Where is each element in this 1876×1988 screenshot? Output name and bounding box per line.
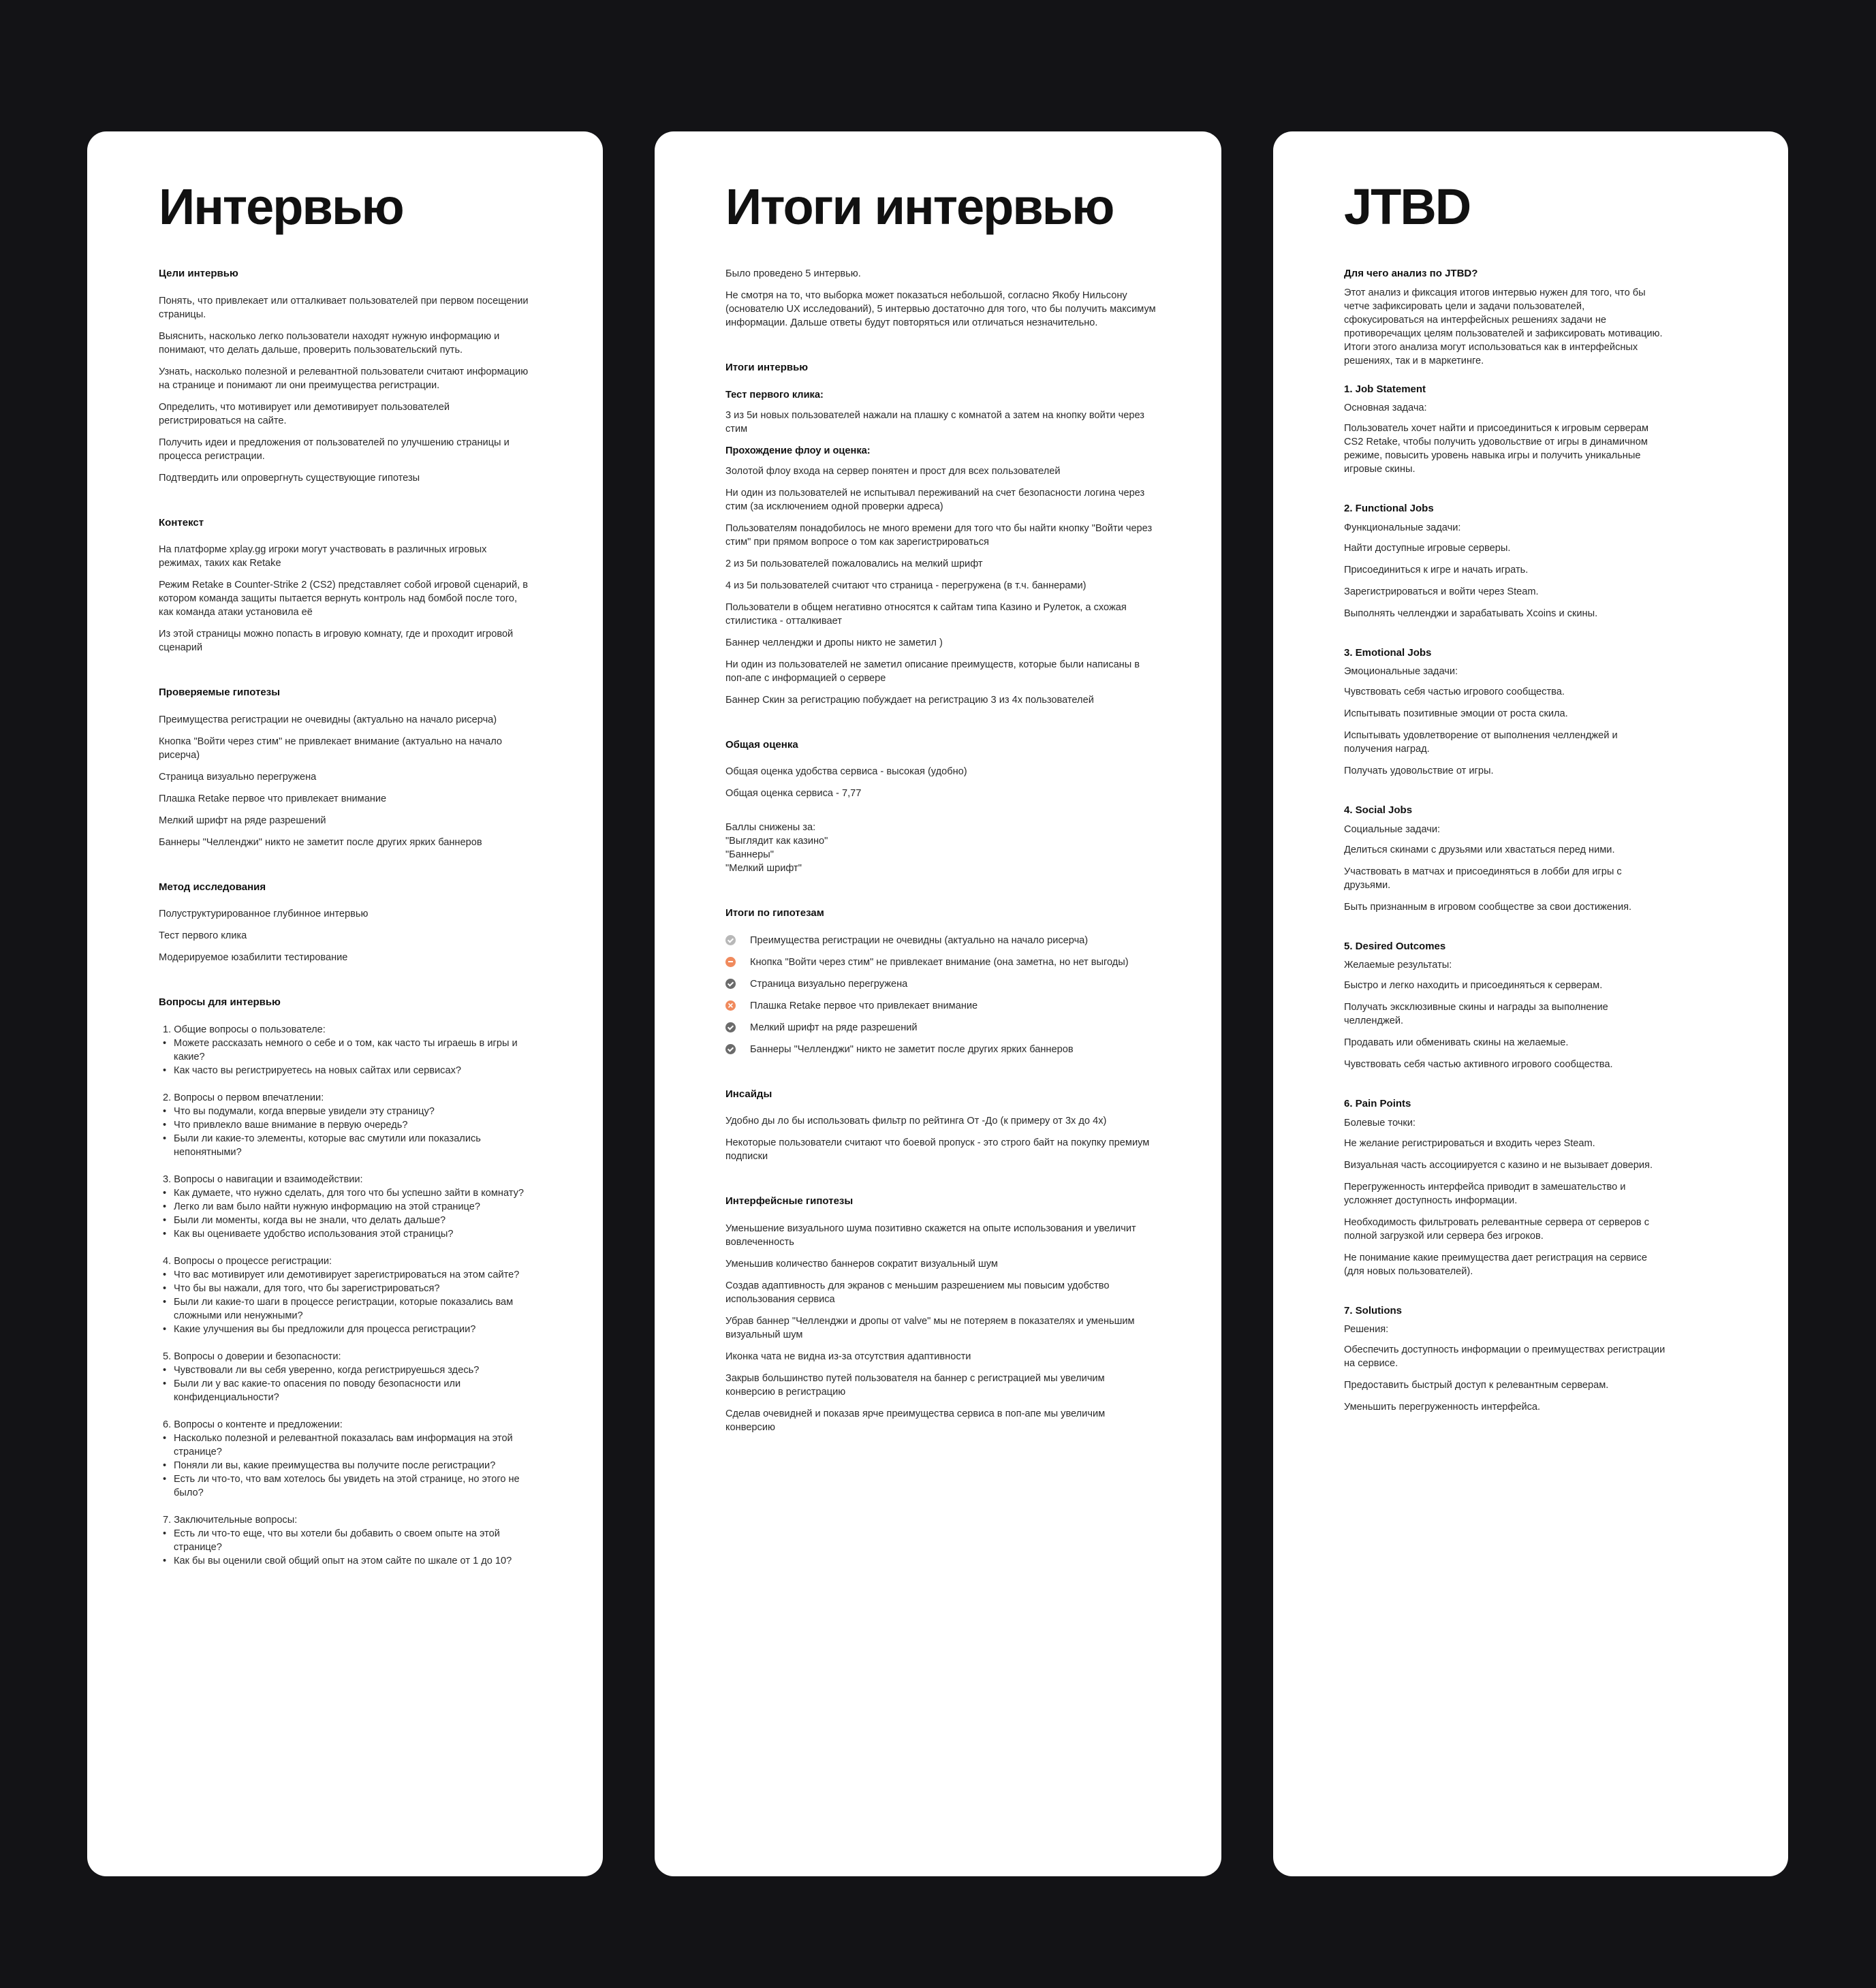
jtbd-item: Присоединиться к игре и начать играть. bbox=[1344, 564, 1529, 575]
hypothesis-result-text: Страница визуально перегружена bbox=[750, 978, 908, 990]
summary-item: Золотой флоу входа на сервер понятен и прост для всех пользователей bbox=[725, 465, 1061, 477]
question-item: • Насколько полезной и релевантной показалась вам информация на этой странице? bbox=[174, 1432, 532, 1459]
jtbd-item: Уменьшить перегруженность интерфейса. bbox=[1344, 1402, 1541, 1413]
intro-text: Не смотря на то, что выборка может показаться небольшой, согласно Якобу Нильсону (основателю UX исследований), 5 интервью достаточно для того, что бы получить максимум информации. Дальше ответы будут повторяться или отличаться незначительно. bbox=[725, 290, 1156, 329]
question-item: • Были ли моменты, когда вы не знали, что делать дальше? bbox=[174, 1214, 532, 1227]
hypothesis-result-row bbox=[725, 1021, 1156, 1035]
section-heading: 4. Social Jobs bbox=[1344, 804, 1413, 817]
insights-section bbox=[725, 1088, 1156, 1164]
jtbd-item: Получать удовольствие от игры. bbox=[1344, 766, 1494, 777]
jtbd-label: Желаемые результаты: bbox=[1344, 960, 1452, 971]
jtbd-card bbox=[1273, 131, 1788, 1876]
goal-item: Подтвердить или опровергнуть существующие гипотезы bbox=[159, 472, 420, 484]
question-item: • Легко ли вам было найти нужную информацию на этой странице? bbox=[174, 1200, 532, 1214]
ui-hypothesis-item: Уменьшение визуального шума позитивно скажется на опыте использования и увеличит вовлеченность bbox=[725, 1222, 1136, 1248]
question-item: • Можете рассказать немного о себе и о том, как часто ты играешь в игры и какие? bbox=[174, 1037, 532, 1064]
section-heading: Интерфейсные гипотезы bbox=[725, 1195, 854, 1208]
hypothesis-result-text: Мелкий шрифт на ряде разрешений bbox=[750, 1022, 918, 1033]
goal-item: Получить идеи и предложения от пользователей по улучшению страницы и процесса регистрации. bbox=[159, 437, 510, 462]
hypothesis-item: Кнопка "Войти через стим" не привлекает внимание (актуально на начало рисерча) bbox=[159, 736, 503, 761]
jtbd-item: Чувствовать себя частью игрового сообщества. bbox=[1344, 687, 1565, 698]
jtbd-item: Быть признанным в игровом сообществе за свои достижения. bbox=[1344, 901, 1632, 913]
hypothesis-result-text: Кнопка "Войти через стим" не привлекает внимание (она заметна, но нет выгоды) bbox=[750, 956, 1129, 968]
summary-item: Баннер Скин за регистрацию побуждает на регистрацию 3 из 4х пользователей bbox=[725, 694, 1094, 706]
goal-item: Выяснить, насколько легко пользователи находят нужную информацию и понимают, что делать дальше, проверить пользовательский путь. bbox=[159, 330, 500, 356]
intro-section bbox=[725, 267, 1156, 330]
summary-item: Пользователям понадобилось не много времени для того что бы найти кнопку "Войти через стим" при прямом вопросе о том как зарегистрироваться bbox=[725, 522, 1153, 548]
section-heading: Метод исследования bbox=[159, 881, 266, 893]
hypothesis-item: Баннеры "Челленджи" никто не заметит после других ярких баннеров bbox=[159, 836, 482, 848]
jtbd-item: Выполнять челленджи и зарабатывать Xcoins и скины. bbox=[1344, 608, 1598, 619]
jtbd-item: Обеспечить доступность информации о преимуществах регистрации на сервисе. bbox=[1344, 1344, 1666, 1370]
question-group bbox=[159, 1091, 532, 1159]
page-title: Итоги интервью bbox=[725, 178, 1114, 235]
summary-item: 3 из 5и новых пользователей нажали на плашку с комнатой а затем на кнопку войти через стим bbox=[725, 409, 1144, 435]
hypothesis-item: Страница визуально перегружена bbox=[159, 771, 317, 783]
question-item: • Что вас мотивирует или демотивирует зарегистрироваться на этом сайте? bbox=[174, 1268, 532, 1282]
ui-hypothesis-item: Убрав баннер "Челленджи и дропы от valve" мы не потеряем в показателях и уменьшим визуальный шум bbox=[725, 1315, 1135, 1340]
hypothesis-result-text: Преимущества регистрации не очевидны (актуально на начало рисерча) bbox=[750, 934, 1089, 946]
summary-item: Пользователи в общем негативно относятся к сайтам типа Казино и Рулеток, а схожая стилистика - отталкивает bbox=[725, 601, 1127, 627]
section-heading: Контекст bbox=[159, 516, 204, 528]
method-item: Тест первого клика bbox=[159, 930, 247, 942]
jtbd-label: Социальные задачи: bbox=[1344, 823, 1441, 835]
question-item: • Как думаете, что нужно сделать, для того что бы успешно зайти в комнату? bbox=[174, 1186, 532, 1200]
jtbd-section bbox=[1344, 646, 1666, 778]
jtbd-section bbox=[1344, 502, 1666, 620]
goal-item: Понять, что привлекает или отталкивает пользователей при первом посещении страницы. bbox=[159, 295, 529, 320]
jtbd-item: Получать эксклюзивные скины и награды за выполнение челленджей. bbox=[1344, 1002, 1608, 1027]
hypothesis-result-row bbox=[725, 999, 1156, 1013]
summary-item: Баннер челленджи и дропы никто не заметил ) bbox=[725, 637, 943, 648]
section-heading: 3. Emotional Jobs bbox=[1344, 646, 1432, 659]
section-heading: Цели интервью bbox=[159, 268, 238, 280]
hypothesis-result-row bbox=[725, 934, 1156, 947]
ui-hypothesis-item: Создав адаптивность для экранов с меньшим разрешением мы повысим удобство использования сервиса bbox=[725, 1280, 1110, 1305]
check-circle-icon bbox=[725, 1022, 736, 1032]
question-item: • Поняли ли вы, какие преимущества вы получите после регистрации? bbox=[174, 1459, 532, 1472]
question-group-title: 2. Вопросы о первом впечатлении: bbox=[163, 1092, 324, 1103]
check-circle-icon bbox=[725, 1044, 736, 1054]
ui-hypothesis-item: Сделав очевидней и показав ярче преимущества сервиса в поп-апе мы увеличим конверсию bbox=[725, 1408, 1106, 1433]
summary-section bbox=[725, 361, 1156, 707]
hypothesis-result-row bbox=[725, 956, 1156, 969]
jtbd-item: Перегруженность интерфейса приводит в замешательство и усложняет доступность информации. bbox=[1344, 1181, 1626, 1206]
section-heading: 5. Desired Outcomes bbox=[1344, 940, 1446, 952]
jtbd-item: Необходимость фильтровать релевантные сервера от серверов с полной загрузкой или сервера без игроков. bbox=[1344, 1216, 1649, 1242]
section-heading: Для чего анализ по JTBD? bbox=[1344, 268, 1478, 280]
page-title: JTBD bbox=[1344, 178, 1471, 235]
jtbd-item: Визуальная часть ассоциируется с казино и не вызывает доверия. bbox=[1344, 1159, 1653, 1171]
question-item: • Что привлекло ваше внимание в первую очередь? bbox=[174, 1118, 532, 1132]
section-heading: Итоги по гипотезам bbox=[725, 907, 824, 919]
summary-item: Ни один из пользователей не заметил описание преимуществ, которые были написаны в поп-апе с информацией о сервере bbox=[725, 659, 1140, 684]
jtbd-section bbox=[1344, 1097, 1666, 1278]
jtbd-section bbox=[1344, 383, 1666, 477]
question-group-title: 5. Вопросы о доверии и безопасности: bbox=[163, 1351, 341, 1362]
jtbd-item: Продавать или обменивать скины на желаемые. bbox=[1344, 1037, 1569, 1049]
jtbd-item: Пользователь хочет найти и присоединиться к игровым серверам CS2 Retake, чтобы получить удовольствие от игры в динамичном режиме, повысить уровень навыка игры и получить уникальные игровые скины. bbox=[1344, 423, 1649, 475]
jtbd-label: Основная задача: bbox=[1344, 403, 1427, 414]
jtbd-item: Найти доступные игровые серверы. bbox=[1344, 542, 1511, 554]
section-heading: 7. Solutions bbox=[1344, 1304, 1403, 1316]
section-heading: Итоги интервью bbox=[725, 362, 809, 374]
question-group-title: 7. Заключительные вопросы: bbox=[163, 1514, 298, 1526]
question-group-title: 4. Вопросы о процессе регистрации: bbox=[163, 1255, 332, 1267]
hypothesis-result-text: Баннеры "Челленджи" никто не заметит после других ярких баннеров bbox=[750, 1043, 1074, 1055]
hypotheses-section bbox=[159, 686, 532, 849]
hypothesis-item: Мелкий шрифт на ряде разрешений bbox=[159, 815, 326, 826]
jtbd-label: Болевые точки: bbox=[1344, 1117, 1416, 1129]
context-item: На платформе xplay.gg игроки могут участвовать в различных игровых режимах, таких как Retake bbox=[159, 544, 487, 569]
hypothesis-result-text: Плашка Retake первое что привлекает внимание bbox=[750, 1000, 978, 1011]
question-group bbox=[159, 1173, 532, 1241]
section-heading: 2. Functional Jobs bbox=[1344, 503, 1434, 515]
jtbd-item: Испытывать позитивные эмоции от роста скила. bbox=[1344, 708, 1568, 720]
question-item: • Есть ли что-то еще, что вы хотели бы добавить о своем опыте на этой странице? bbox=[174, 1527, 532, 1554]
jtbd-item: Участвовать в матчах и присоединяться в лобби для игры с друзьями. bbox=[1344, 866, 1622, 891]
page-title: Интервью bbox=[159, 178, 403, 235]
ui-hypothesis-item: Уменьшив количество баннеров сократит визуальный шум bbox=[725, 1258, 998, 1269]
jtbd-section bbox=[1344, 940, 1666, 1072]
goal-item: Узнать, насколько полезной и релевантной пользователи считают информацию на странице и понимают ли они преимущества регистрации. bbox=[159, 366, 529, 391]
jtbd-section bbox=[1344, 804, 1666, 914]
jtbd-item: Делиться скинами с друзьями или хвастаться перед ними. bbox=[1344, 844, 1615, 855]
rating-item: Общая оценка удобства сервиса - высокая (удобно) bbox=[725, 766, 967, 778]
goal-item: Определить, что мотивирует или демотивирует пользователей регистрироваться на сайте. bbox=[159, 401, 450, 426]
summary-item: Ни один из пользователей не испытывал переживаний на счет безопасности логина через стим (за исключением одной проверки адреса) bbox=[725, 487, 1145, 512]
method-item: Модерируемое юзабилити тестирование bbox=[159, 952, 348, 964]
subheading: Прохождение флоу и оценка: bbox=[725, 445, 871, 456]
minus-circle-icon bbox=[725, 957, 736, 967]
hypothesis-results-section bbox=[725, 906, 1156, 1056]
question-item: • Есть ли что-то, что вам хотелось бы увидеть на этой странице, но этого не было? bbox=[174, 1472, 532, 1500]
jtbd-item: Испытывать удовлетворение от выполнения челленджей и получения наград. bbox=[1344, 730, 1618, 755]
jtbd-item: Зарегистрироваться и войти через Steam. bbox=[1344, 586, 1539, 597]
insight-item: Удобно ды ло бы использовать фильтр по рейтинга От -До (к примеру от 3х до 4х) bbox=[725, 1116, 1107, 1127]
ui-hypothesis-item: Иконка чата не видна из-за отсутствия адаптивности bbox=[725, 1351, 971, 1362]
intro-text: Было проведено 5 интервью. bbox=[725, 268, 861, 280]
question-group bbox=[159, 1418, 532, 1500]
x-circle-icon bbox=[725, 1000, 736, 1011]
context-item: Режим Retake в Counter-Strike 2 (CS2) представляет собой игровой сценарий, в котором команда защиты пытается вернуть контроль над бомбой после того, как команда атаки установила её bbox=[159, 580, 529, 618]
jtbd-section bbox=[1344, 1304, 1666, 1415]
ui-hypotheses-section bbox=[725, 1195, 1156, 1434]
context-item: Из этой страницы можно попасть в игровую комнату, где и проходит игровой сценарий bbox=[159, 629, 514, 654]
hypothesis-item: Преимущества регистрации не очевидны (актуально на начало рисерча) bbox=[159, 714, 497, 725]
jtbd-item: Чувствовать себя частью активного игрового сообщества. bbox=[1344, 1059, 1613, 1071]
rating-section bbox=[725, 738, 1156, 876]
jtbd-item: Быстро и легко находить и присоединяться к серверам. bbox=[1344, 980, 1603, 992]
question-group bbox=[159, 1255, 532, 1336]
jtbd-why-section bbox=[1344, 267, 1666, 368]
interview-card bbox=[87, 131, 603, 1876]
jtbd-item: Не понимание какие преимущества дает регистрация на сервисе (для новых пользователей). bbox=[1344, 1252, 1647, 1277]
question-item: • Были ли какие-то элементы, которые вас смутили или показались непонятными? bbox=[174, 1132, 532, 1159]
question-group-title: 3. Вопросы о навигации и взаимодействии: bbox=[163, 1173, 363, 1185]
jtbd-item: Предоставить быстрый доступ к релевантным серверам. bbox=[1344, 1380, 1609, 1391]
subheading: Тест первого клика: bbox=[725, 389, 824, 400]
question-item: • Были ли у вас какие-то опасения по поводу безопасности или конфиденциальности? bbox=[174, 1377, 532, 1404]
jtbd-label: Функциональные задачи: bbox=[1344, 522, 1461, 533]
summary-item: 4 из 5и пользователей считают что страница - перегружена (в т.ч. баннерами) bbox=[725, 580, 1086, 591]
question-item: • Были ли какие-то шаги в процессе регистрации, которые показались вам сложными или ненужными? bbox=[174, 1295, 532, 1323]
question-group-title: 1. Общие вопросы о пользователе: bbox=[163, 1024, 326, 1035]
jtbd-label: Эмоциональные задачи: bbox=[1344, 666, 1458, 678]
question-group bbox=[159, 1350, 532, 1404]
question-item: • Как часто вы регистрируетесь на новых сайтах или сервисах? bbox=[174, 1064, 532, 1077]
jtbd-item: Не желание регистрироваться и входить через Steam. bbox=[1344, 1137, 1595, 1149]
question-item: • Что бы вы нажали, для того, что бы зарегистрироваться? bbox=[174, 1282, 532, 1295]
section-heading: Проверяемые гипотезы bbox=[159, 687, 281, 699]
question-group-title: 6. Вопросы о контенте и предложении: bbox=[163, 1419, 343, 1430]
jtbd-why-text: Этот анализ и фиксация итогов интервью нужен для того, что бы четче зафиксировать цели и задачи пользователей, сфокусироваться на интерфейсных решениях задачи не противоречащих целям пользователей и зафиксировать мотивацию. Итоги этого анализа могут использоваться как в интерфейсных решениях, так и в маркетинге. bbox=[1344, 287, 1663, 366]
check-circle-icon bbox=[725, 979, 736, 989]
summary-item: 2 из 5и пользователей пожаловались на мелкий шрифт bbox=[725, 558, 983, 569]
section-heading: 6. Pain Points bbox=[1344, 1098, 1411, 1110]
method-item: Полуструктурированное глубинное интервью bbox=[159, 909, 369, 920]
questions-section bbox=[159, 996, 532, 1568]
section-heading: Инсайды bbox=[725, 1088, 772, 1100]
results-card bbox=[655, 131, 1221, 1876]
reduced-item: "Баннеры" bbox=[725, 849, 774, 861]
question-item: • Какие улучшения вы бы предложили для процесса регистрации? bbox=[174, 1323, 532, 1336]
question-item: • Как бы вы оценили свой общий опыт на этом сайте по шкале от 1 до 10? bbox=[174, 1554, 532, 1568]
goals-section bbox=[159, 267, 532, 485]
rating-item: Общая оценка сервиса - 7,77 bbox=[725, 788, 862, 800]
method-section bbox=[159, 881, 532, 965]
question-group bbox=[159, 1513, 532, 1568]
section-heading: Общая оценка bbox=[725, 738, 798, 751]
section-heading: 1. Job Statement bbox=[1344, 383, 1426, 395]
reduced-item: "Выглядит как казино" bbox=[725, 836, 828, 847]
reduced-label: Баллы снижены за: bbox=[725, 822, 816, 834]
section-heading: Вопросы для интервью bbox=[159, 996, 281, 1009]
question-item: • Чувствовали ли вы себя уверенно, когда регистрируешься здесь? bbox=[174, 1363, 532, 1377]
question-group bbox=[159, 1023, 532, 1077]
insight-item: Некоторые пользователи считают что боевой пропуск - это строго байт на покупку премиум подписки bbox=[725, 1137, 1150, 1163]
context-section bbox=[159, 516, 532, 655]
hypothesis-result-row bbox=[725, 977, 1156, 991]
check-circle-icon bbox=[725, 935, 736, 945]
jtbd-label: Решения: bbox=[1344, 1324, 1389, 1336]
reduced-item: "Мелкий шрифт" bbox=[725, 863, 802, 874]
hypothesis-result-row bbox=[725, 1043, 1156, 1056]
hypothesis-item: Плашка Retake первое что привлекает внимание bbox=[159, 793, 387, 804]
ui-hypothesis-item: Закрыв большинство путей пользователя на баннер с регистрацией мы увеличим конверсию в регистрацию bbox=[725, 1372, 1105, 1398]
question-item: • Как вы оцениваете удобство использования этой страницы? bbox=[174, 1227, 532, 1241]
question-item: • Что вы подумали, когда впервые увидели эту страницу? bbox=[174, 1105, 532, 1118]
